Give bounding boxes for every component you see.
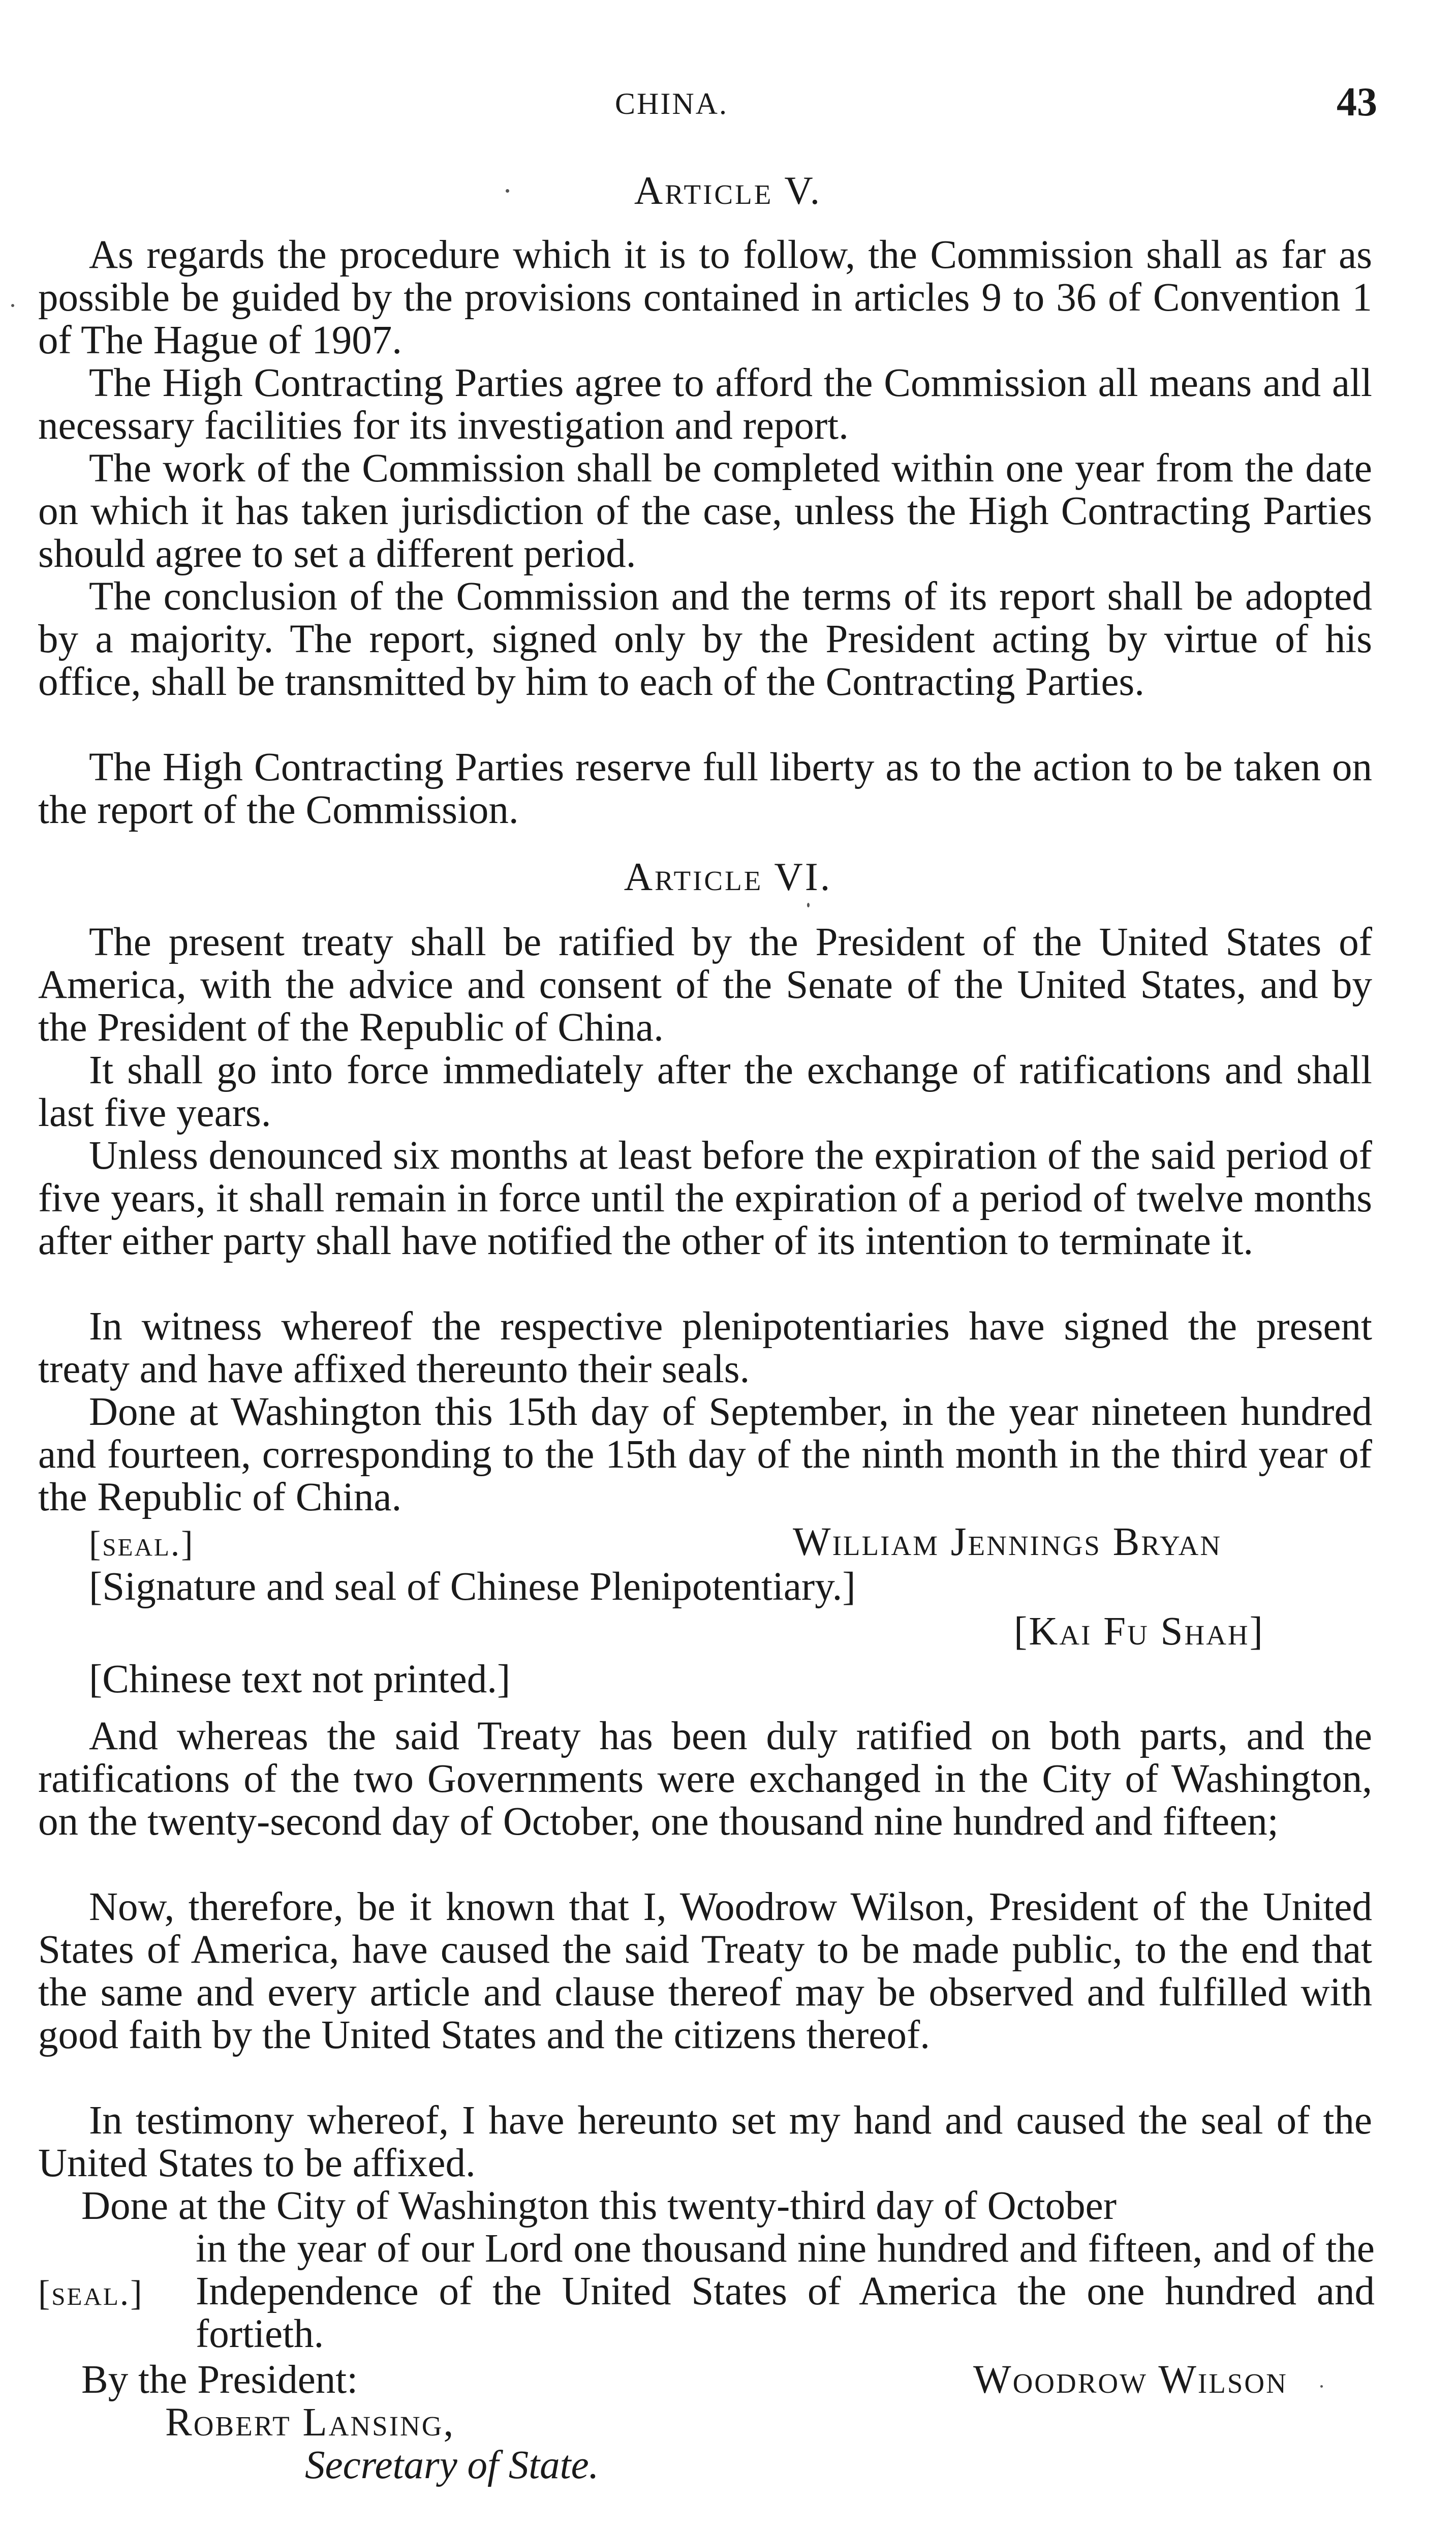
article-vi-paragraph-5: Done at Washington this 15th day of September, in the year nineteen hundred and fourteen, corresponding to the 15th day of the ninth month in the third year of the Republic of China. [38,1390,1372,1519]
article-vi-paragraph-3: Unless denounced six months at least before the expiration of the said period of five years, it shall remain in force until the expiration of a period of twelve months after either party shall have notified the other of its intention to terminate it. [38,1134,1372,1263]
article-vi-heading: Article VI. [624,855,832,899]
scan-speck [1320,2385,1323,2388]
done-at-washington-first-line: Done at the City of Washington this twenty-third day of October [81,2184,1117,2228]
us-plenipotentiary-signature: William Jennings Bryan [793,1520,1222,1564]
secretary-of-state-title: Secretary of State. [305,2443,599,2487]
article-v-paragraph-1: As regards the procedure which it is to follow, the Commission shall as far as possible be guided by the provisions contained in articles 9 to 36 of Convention 1 of The Hague of 1907. [38,233,1372,362]
proclamation-paragraph-1: And whereas the said Treaty has been duly ratified on both parts, and the ratifications of the two Governments were exchanged in the City of Washington, on the twenty-second day of October, one thousand nine hundred and fifteen; [38,1714,1372,1844]
article-vi-paragraph-2: It shall go into force immediately after the exchange of ratifications and shall last five years. [38,1048,1372,1135]
chinese-text-note: [Chinese text not printed.] [89,1657,511,1701]
proclamation-paragraph-3: In testimony whereof, I have hereunto set my hand and caused the seal of the United States to be affixed. [38,2098,1372,2185]
president-signature: Woodrow Wilson [973,2358,1288,2402]
article-v-paragraph-3: The work of the Commission shall be completed within one year from the date on which it has taken jurisdiction of the case, unless the High Contracting Parties should agree to set a different period. [38,446,1372,576]
page-header [0,76,1456,127]
article-v-paragraph-5: The High Contracting Parties reserve full liberty as to the action to be taken on the report of the Commission. [38,745,1372,832]
proclamation-paragraph-2: Now, therefore, be it known that I, Woodrow Wilson, President of the United States of America, have caused the said Treaty to be made public, to the end that the same and every article and clause thereof may be observed and fulfilled with good faith by the United States and the citizens thereof. [38,1885,1372,2057]
article-v-paragraph-4: The conclusion of the Commission and the terms of its report shall be adopted by a majority. The report, signed only by the President acting by virtue of his office, shall be transmitted by him to each of the Contracting Parties. [38,574,1372,704]
chinese-plenipotentiary-note: [Signature and seal of Chinese Plenipotentiary.] [89,1565,856,1609]
seal-marker-2: [seal.] [38,2274,144,2313]
seal-marker-1: [seal.] [89,1525,195,1564]
secretary-of-state-name: Robert Lansing, [165,2400,455,2445]
by-the-president-label: By the President: [81,2358,358,2402]
page-number: 43 [1337,80,1377,125]
chinese-plenipotentiary-signature: [Kai Fu Shah] [1014,1609,1264,1654]
running-head: CHINA. [615,87,728,120]
done-at-washington-continuation: in the year of our Lord one thousand nine hundred and fifteen, and of the Independence of the United States of America the one hundred and fortieth. [196,2227,1375,2356]
article-v-paragraph-2: The High Contracting Parties agree to afford the Commission all means and all necessary facilities for its investigation and report. [38,361,1372,448]
scan-speck [506,189,509,193]
scan-speck [807,903,810,907]
article-vi-paragraph-4: In witness whereof the respective plenipotentiaries have signed the present treaty and have affixed thereunto their seals. [38,1304,1372,1391]
article-vi-paragraph-1: The present treaty shall be ratified by the President of the United States of America, with the advice and consent of the Senate of the United States, and by the President of the Republic of China. [38,920,1372,1050]
article-v-heading: Article V. [634,168,822,212]
scan-speck [11,304,14,307]
